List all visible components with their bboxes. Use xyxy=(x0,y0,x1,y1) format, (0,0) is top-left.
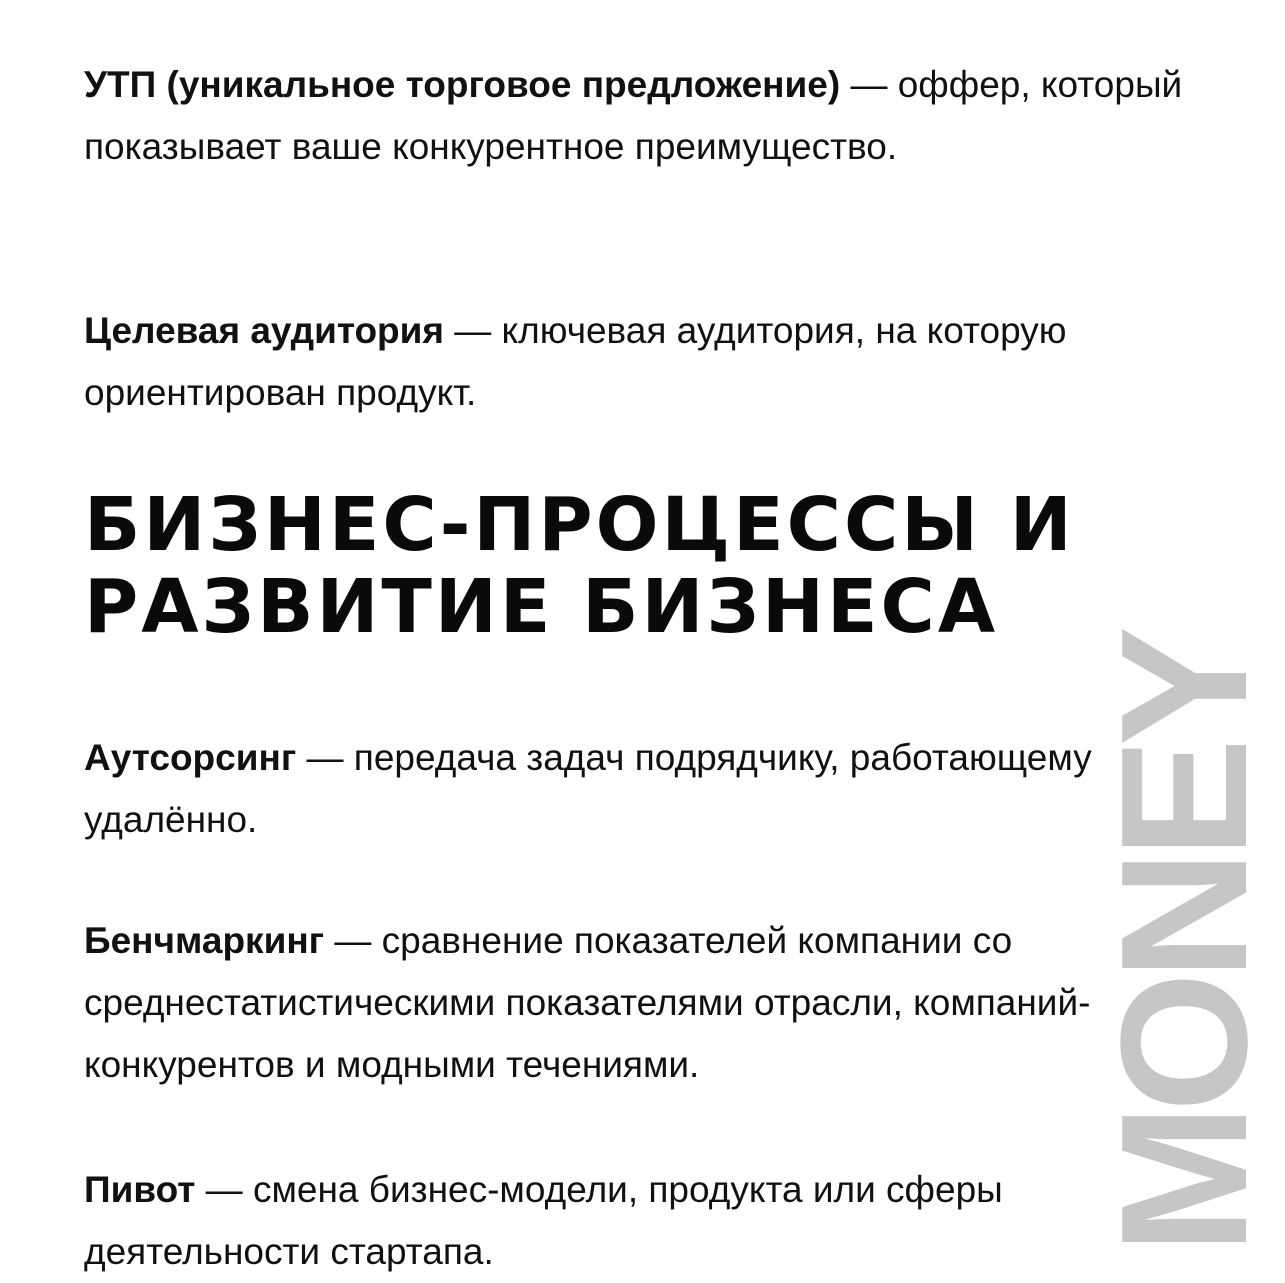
section-heading-line-1: БИЗНЕС-ПРОЦЕССЫ И xyxy=(84,482,1075,568)
term-definition: — смена бизнес-модели, продукта или сферы деятельности стартапа. xyxy=(84,1169,1003,1272)
term-name: УТП (уникальное торговое предложение) xyxy=(84,64,841,105)
term-name: Целевая аудитория xyxy=(84,310,444,351)
money-watermark xyxy=(1084,633,1285,1254)
term-name: Бенчмаркинг xyxy=(84,920,325,961)
term-pivot xyxy=(84,1159,1234,1283)
term-utp xyxy=(84,54,1234,178)
watermark-text: MONEY xyxy=(1084,633,1285,1254)
section-heading xyxy=(84,484,1234,648)
term-outsourcing xyxy=(84,727,1234,851)
term-definition: — ключевая аудитория, на которую ориентирован продукт. xyxy=(84,310,1067,413)
term-target-audience xyxy=(84,300,1234,424)
term-benchmarking xyxy=(84,910,1234,1096)
section-heading-line-2: РАЗВИТИЕ БИЗНЕСА xyxy=(84,564,999,650)
term-definition: — оффер, который показывает ваше конкурентное преимущество. xyxy=(84,64,1183,167)
term-definition: — передача задач подрядчику, работающему удалённо. xyxy=(84,737,1092,840)
term-name: Пивот xyxy=(84,1169,196,1210)
term-definition: — сравнение показателей компании со среднестатистическими показателями отрасли, компаний-конкурентов и модными течениями. xyxy=(84,920,1091,1085)
term-name: Аутсорсинг xyxy=(84,737,297,778)
